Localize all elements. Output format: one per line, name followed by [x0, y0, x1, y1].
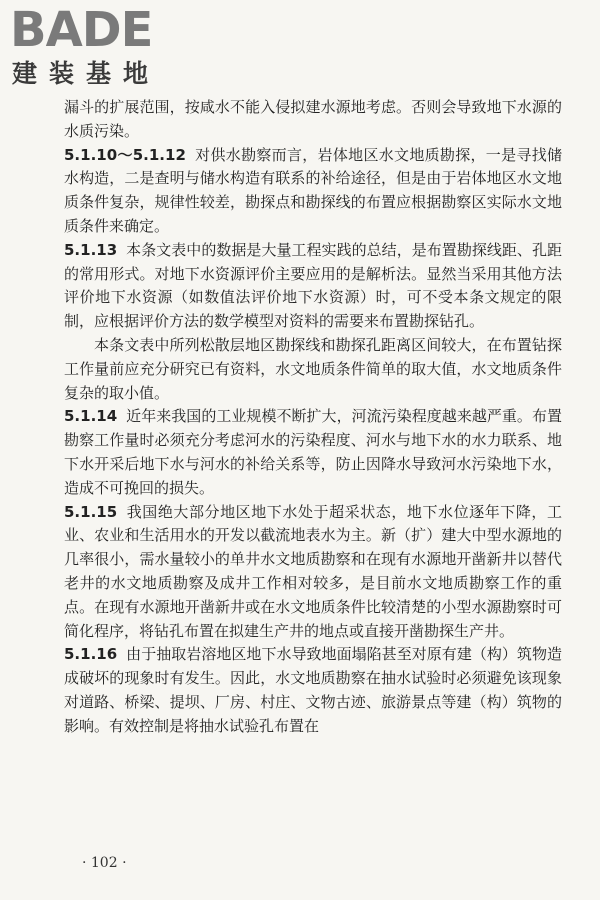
logo-word: BADE [10, 2, 153, 58]
paragraph-text: 我国绝大部分地区地下水处于超采状态，地下水位逐年下降，工业、农业和生活用水的开发以截流地表水为主。新（扩）建大中型水源地的几率很小，需水量较小的单井水文地质勘察和在现有水源地开凿新井以替代老井的水文地质勘察及成井工作相对较多，是目前水文地质勘察工作的重点。在现有水源地开凿新井或在水文地质条件比较清楚的小型水源勘察时可简化程序，将钻孔布置在拟建生产井的地点或直接开凿勘探生产井。 [64, 502, 562, 640]
paragraph-text: 对供水勘察而言，岩体地区水文地质勘探，一是寻找储水构造，二是查明与储水构造有联系的补给途径，但是由于岩体地区水文地质条件复杂，规律性较差，勘探点和勘探线的布置应根据勘察区实际水文地质条件来确定。 [64, 145, 562, 235]
page-number: · 102 · [82, 855, 127, 871]
paragraph [64, 643, 562, 738]
paragraph [64, 405, 562, 500]
document-body [64, 96, 562, 739]
clause-number: 5.1.16 [64, 645, 118, 664]
paragraph-text: 由于抽取岩溶地区地下水导致地面塌陷甚至对原有建（构）筑物造成破坏的现象时有发生。因此，水文地质勘察在抽水试验时必须避免该现象对道路、桥梁、提坝、厂房、村庄、文物古迹、旅游景点等建（构）筑物的影响。有效控制是将抽水试验孔布置在 [64, 645, 562, 735]
paragraph-text: 近年来我国的工业规模不断扩大，河流污染程度越来越严重。布置勘察工作量时必须充分考虑河水的污染程度、河水与地下水的水力联系、地下水开采后地下水与河水的补给关系等，防止因降水导致河水污染地下水，造成不可挽回的损失。 [64, 407, 562, 497]
site-logo [10, 2, 180, 92]
paragraph-text: 本条文表中所列松散层地区勘探线和勘探孔距离区间较大，在布置钻探工作量前应充分研究已有资料，水文地质条件简单的取大值，水文地质条件复杂的取小值。 [64, 335, 562, 402]
paragraph-text: 漏斗的扩展范围，按咸水不能入侵拟建水源地考虑。否则会导致地下水源的水质污染。 [64, 98, 562, 140]
paragraph [64, 501, 562, 644]
paragraph [64, 239, 562, 334]
clause-number: 5.1.13 [64, 240, 118, 259]
paragraph [64, 96, 562, 144]
logo-subtitle: 建装基地 [12, 59, 161, 88]
clause-number: 5.1.10～5.1.12 [64, 145, 186, 164]
clause-number: 5.1.14 [64, 407, 118, 426]
paragraph-text: 本条文表中的数据是大量工程实践的总结，是布置勘探线距、孔距的常用形式。对地下水资源评价主要应用的是解析法。显然当采用其他方法评价地下水资源（如数值法评价地下水资源）时，可不受本条文规定的限制，应根据评价方法的数学模型对资料的需要来布置勘探钻孔。 [64, 240, 562, 331]
paragraph [64, 334, 562, 405]
paragraph [64, 144, 562, 239]
clause-number: 5.1.15 [64, 502, 118, 521]
